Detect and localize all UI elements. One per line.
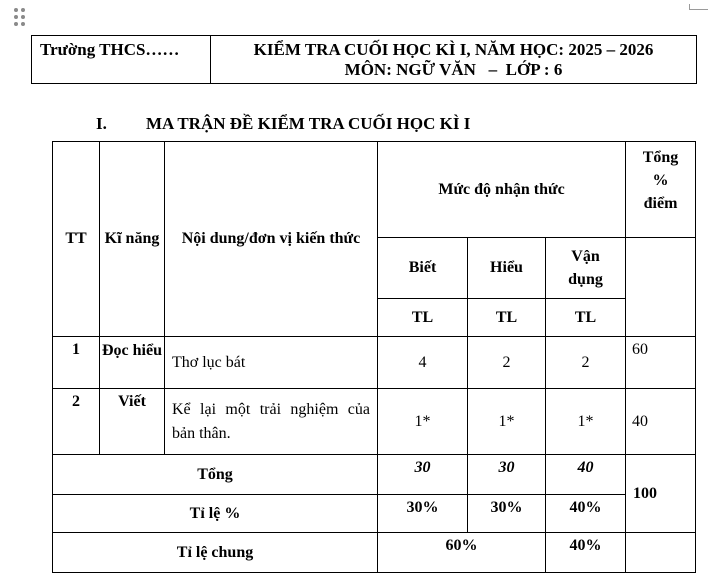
table-move-handle-icon[interactable] (14, 8, 26, 28)
exam-title (211, 36, 697, 84)
margin-corner-mark (689, 4, 708, 10)
row-know: 1* (378, 389, 468, 455)
row-tt: 1 (53, 337, 100, 389)
header-apply: Vận dụng (546, 238, 626, 299)
row-apply: 1* (546, 389, 626, 455)
header-total: Tổng % điểm (626, 142, 696, 238)
header-understand: Hiểu (468, 238, 546, 299)
overall-empty (626, 533, 696, 573)
ratio-know: 30% (378, 495, 468, 533)
row-content: Kể lại một trải nghiệm của bản thân. (165, 389, 378, 455)
row-tt: 2 (53, 389, 100, 455)
table-header-row (53, 142, 696, 238)
header-tl-understand: TL (468, 299, 546, 337)
header-tl-apply: TL (546, 299, 626, 337)
row-understand: 1* (468, 389, 546, 455)
row-percent: 40 (626, 389, 696, 455)
sum-understand: 30 (468, 455, 546, 495)
exam-matrix-table (52, 141, 696, 573)
overall-ratio-row (53, 533, 696, 573)
ratio-row (53, 495, 696, 533)
row-content: Thơ lục bát (165, 337, 378, 389)
header-cognitive-level: Mức độ nhận thức (378, 142, 626, 238)
overall-know-understand: 60% (378, 533, 546, 573)
ratio-understand: 30% (468, 495, 546, 533)
row-skill: Viết (100, 389, 165, 455)
school-name: Trường THCS…… (32, 36, 211, 84)
row-know: 4 (378, 337, 468, 389)
table-row (53, 337, 696, 389)
table-row (53, 389, 696, 455)
overall-apply: 40% (546, 533, 626, 573)
row-apply: 2 (546, 337, 626, 389)
row-skill: Đọc hiểu (100, 337, 165, 389)
sum-total: 100 (626, 455, 696, 533)
overall-label: Tỉ lệ chung (53, 533, 378, 573)
sum-apply: 40 (546, 455, 626, 495)
ratio-label: Tỉ lệ % (53, 495, 378, 533)
exam-title-line1: KIỂM TRA CUỐI HỌC KÌ I, NĂM HỌC: 2025 – 2026 (253, 40, 654, 59)
section-heading (96, 114, 470, 134)
header-total-empty (626, 238, 696, 337)
header-table (31, 35, 697, 84)
header-tt: TT (53, 142, 100, 337)
header-content: Nội dung/đơn vị kiến thức (165, 142, 378, 337)
sum-know: 30 (378, 455, 468, 495)
row-percent: 60 (626, 337, 696, 389)
exam-title-line2: MÔN: NGỮ VĂN – LỚP : 6 (344, 60, 563, 79)
section-number: I. (96, 114, 107, 133)
section-title: MA TRẬN ĐỀ KIỂM TRA CUỐI HỌC KÌ I (146, 114, 471, 133)
header-skill: Kĩ năng (100, 142, 165, 337)
header-know: Biết (378, 238, 468, 299)
sum-row (53, 455, 696, 495)
sum-label: Tổng (53, 455, 378, 495)
header-tl-know: TL (378, 299, 468, 337)
row-understand: 2 (468, 337, 546, 389)
ratio-apply: 40% (546, 495, 626, 533)
